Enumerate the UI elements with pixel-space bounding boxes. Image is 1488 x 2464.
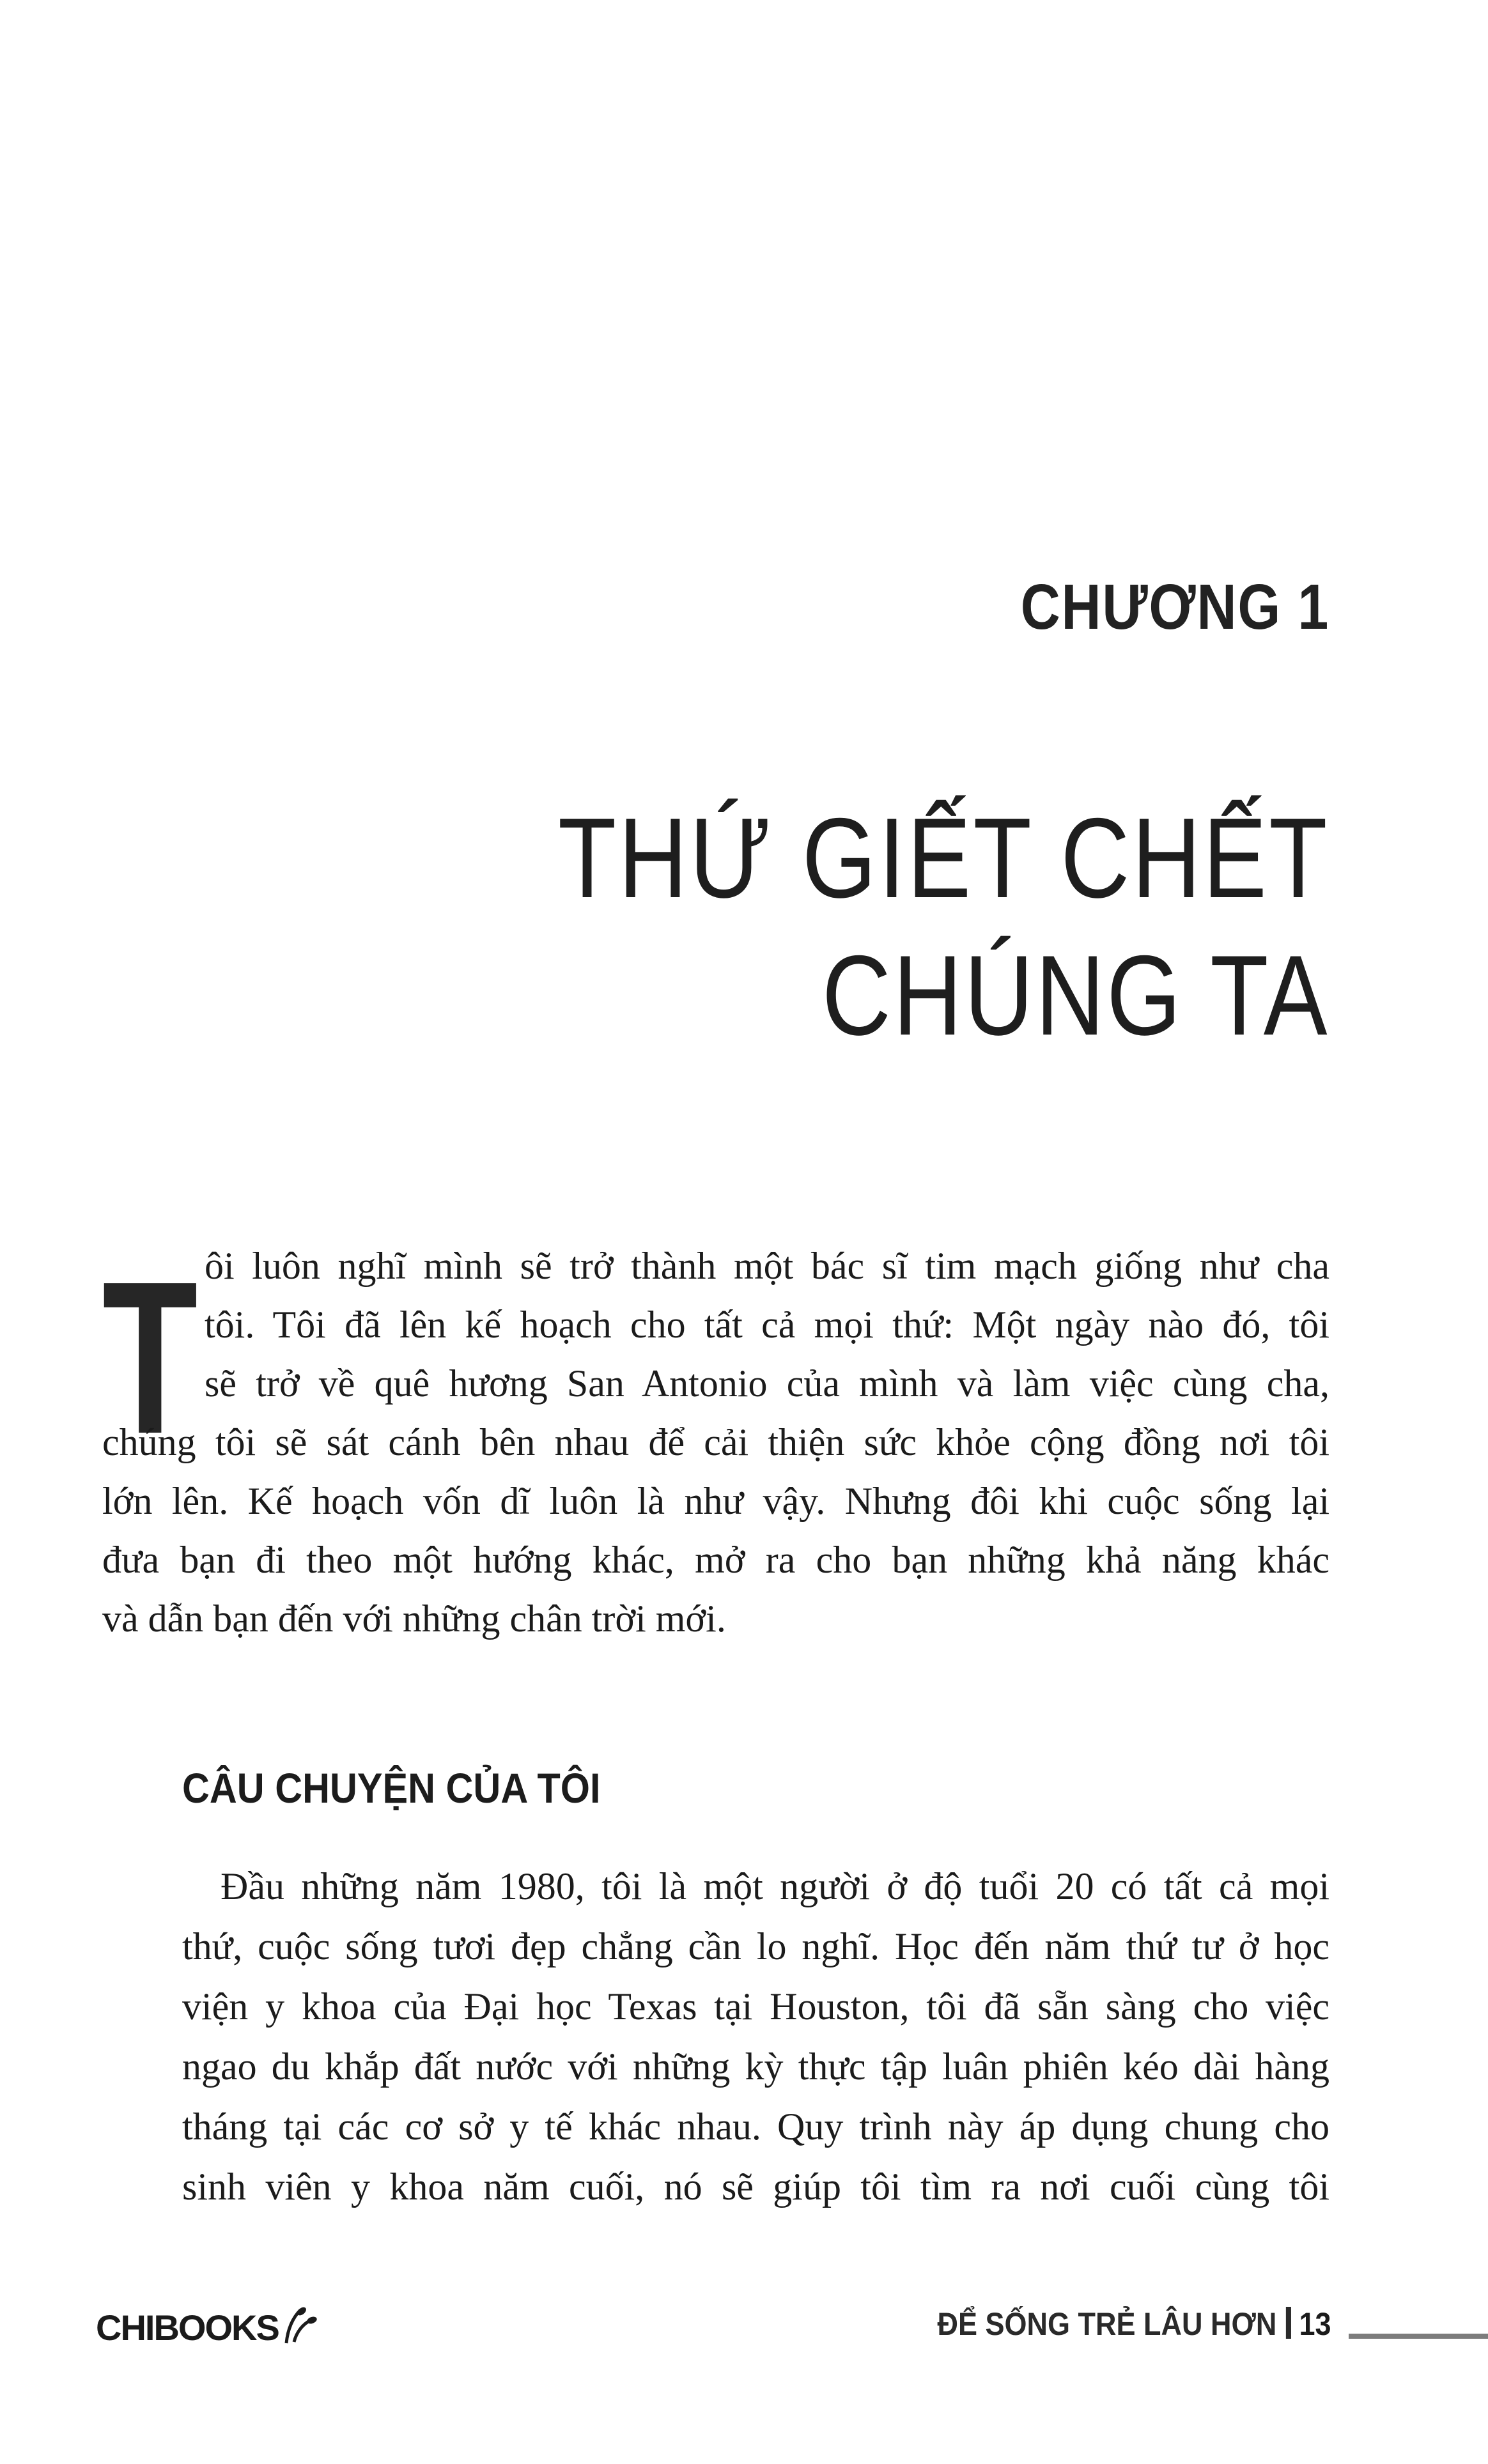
paragraph-line: lớn lên. Kế hoạch vốn dĩ luôn là như vậy. Nhưng đôi khi cuộc sống lại: [102, 1480, 1329, 1522]
paragraph-line: sinh viên y khoa năm cuối, nó sẽ giúp tôi tìm ra nơi cuối cùng tôi: [182, 2166, 1329, 2208]
chapter-title-line: CHÚNG TA: [822, 932, 1329, 1059]
paragraph-line: và dẫn bạn đến với những chân trời mới.: [102, 1598, 726, 1640]
chapter-label: CHƯƠNG 1: [1020, 571, 1329, 643]
paragraph-line: sẽ trở về quê hương San Antonio của mình và làm việc cùng cha,: [205, 1362, 1329, 1405]
chapter-title: [558, 789, 1329, 1064]
page-number: 13: [1299, 2306, 1331, 2342]
paragraph-line: Đầu những năm 1980, tôi là một người ở độ tuổi 20 có tất cả mọi: [221, 1865, 1329, 1907]
drop-cap: T: [102, 1236, 198, 1479]
separator-bar: [1286, 2307, 1291, 2339]
paragraph-line: thứ, cuộc sống tươi đẹp chẳng cần lo nghĩ. Học đến năm thứ tư ở học: [182, 1925, 1329, 1967]
paragraph-line: tôi. Tôi đã lên kế hoạch cho tất cả mọi thứ: Một ngày nào đó, tôi: [205, 1304, 1329, 1346]
book-title: ĐỂ SỐNG TRẺ LÂU HƠN: [937, 2306, 1277, 2342]
paragraph-line: ôi luôn nghĩ mình sẽ trở thành một bác sĩ tim mạch giống như cha: [205, 1245, 1329, 1287]
section-heading: CÂU CHUYỆN CỦA TÔI: [182, 1764, 601, 1812]
leaf-logo-icon: [281, 2304, 320, 2348]
story-paragraph: [182, 1856, 1329, 2217]
paragraph-line: đưa bạn đi theo một hướng khác, mở ra cho bạn những khả năng khác: [102, 1539, 1329, 1581]
paragraph-line: ngao du khắp đất nước với những kỳ thực tập luân phiên kéo dài hàng: [182, 2045, 1329, 2088]
chapter-title-line: THỨ GIẾT CHẾT: [558, 794, 1329, 921]
paragraph-line: viện y khoa của Đại học Texas tại Houston, tôi đã sẵn sàng cho việc: [182, 1985, 1329, 2028]
footer-rule: [1349, 2334, 1488, 2339]
publisher-logo: [96, 2304, 320, 2348]
running-footer: [938, 2306, 1331, 2343]
paragraph-line: tháng tại các cơ sở y tế khác nhau. Quy trình này áp dụng chung cho: [182, 2106, 1329, 2148]
paragraph-line: chúng tôi sẽ sát cánh bên nhau để cải thiện sức khỏe cộng đồng nơi tôi: [102, 1421, 1329, 1463]
publisher-name: CHIBOOKS: [96, 2307, 279, 2348]
intro-paragraph: [102, 1236, 1329, 1648]
